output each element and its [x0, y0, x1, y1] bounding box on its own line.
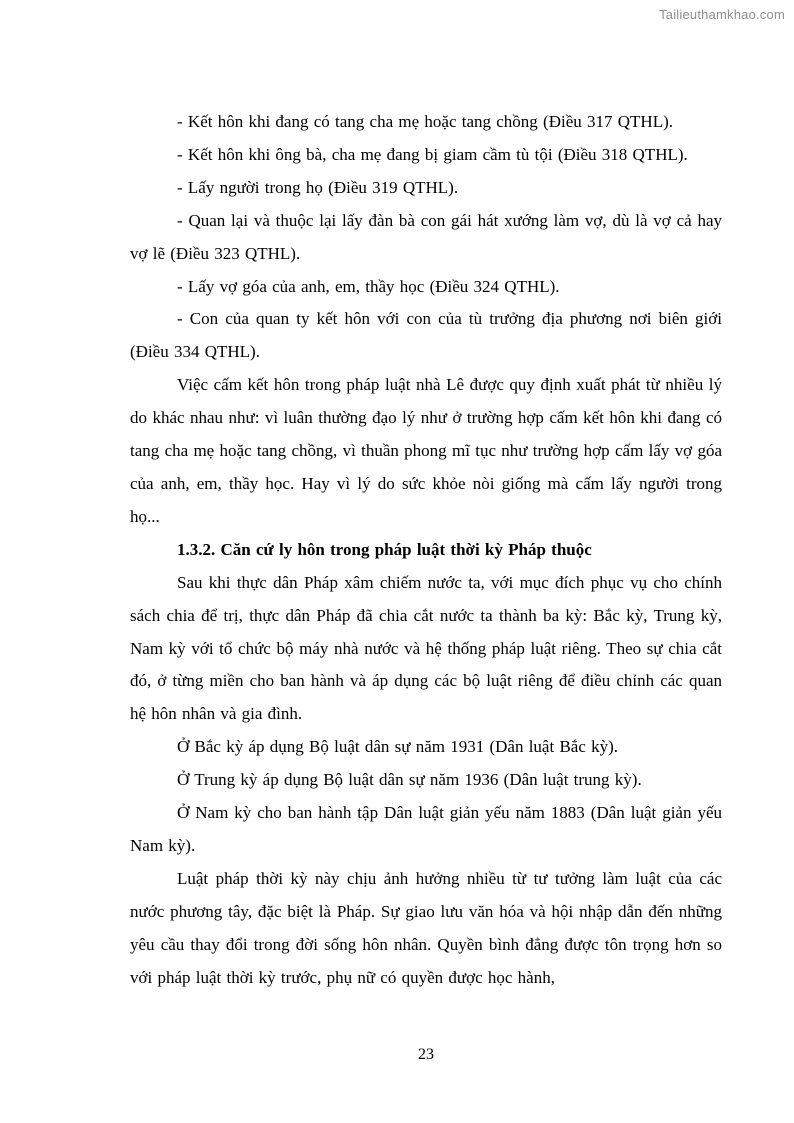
- list-item: - Kết hôn khi đang có tang cha mẹ hoặc tang chồng (Điều 317 QTHL).: [177, 112, 673, 131]
- paragraph: Ở Bắc kỳ áp dụng Bộ luật dân sự năm 1931 (Dân luật Bắc kỳ).: [177, 737, 619, 757]
- paragraph: Ở Nam kỳ cho ban hành tập Dân luật giản yếu năm 1883 (Dân luật giản yếu Nam kỳ).: [130, 803, 722, 855]
- watermark-text: Tailieuthamkhao.com: [659, 7, 785, 22]
- list-item: - Lấy người trong họ (Điều 319 QTHL).: [177, 177, 459, 197]
- list-item: - Lấy vợ góa của anh, em, thầy học (Điều 324 QTHL).: [177, 276, 560, 296]
- page-body: [130, 106, 722, 994]
- page-footer: [130, 1046, 722, 1064]
- paragraph: Luật pháp thời kỳ này chịu ảnh hưởng nhiều từ tư tưởng làm luật của các nước phương tây, đặc biệt là Pháp. Sự giao lưu văn hóa và hội nhập dẫn đến những yêu cầu thay đổi trong đời sống hôn nhân. Quyền bình đẳng được tôn trọng hơn so với pháp luật thời kỳ trước, phụ nữ có quyền được học hành,: [130, 868, 722, 987]
- list-item: - Con của quan ty kết hôn với con của tù trưởng địa phương nơi biên giới (Điều 334 QTHL).: [130, 309, 722, 362]
- section-heading: 1.3.2. Căn cứ ly hôn trong pháp luật thời kỳ Pháp thuộc: [177, 539, 592, 559]
- list-item: - Kết hôn khi ông bà, cha mẹ đang bị giam cầm tù tội (Điều 318 QTHL).: [177, 144, 688, 164]
- paragraph: Việc cấm kết hôn trong pháp luật nhà Lê được quy định xuất phát từ nhiều lý do khác nhau như: vì luân thường đạo lý như ở trường hợp cấm kết hôn khi đang có tang cha mẹ hoặc tang chồng, vì thuần phong mĩ tục như trường hợp cấm lấy vợ góa của anh, em, thầy học. Hay vì lý do sức khỏe nòi giống mà cấm lấy người trong họ...: [130, 375, 722, 526]
- paragraph: Sau khi thực dân Pháp xâm chiếm nước ta, với mục đích phục vụ cho chính sách chia để trị, thực dân Pháp đã chia cắt nước ta thành ba kỳ: Bắc kỳ, Trung kỳ, Nam kỳ với tổ chức bộ máy nhà nước và hệ thống pháp luật riêng. Theo sự chia cắt đó, ở từng miền cho ban hành và áp dụng các bộ luật riêng để điều chỉnh các quan hệ hôn nhân và gia đình.: [130, 572, 722, 724]
- list-item: - Quan lại và thuộc lại lấy đàn bà con gái hát xướng làm vợ, dù là vợ cả hay vợ lẽ (Điều 323 QTHL).: [130, 210, 722, 263]
- page-number: 23: [418, 1046, 434, 1063]
- paragraph: Ở Trung kỳ áp dụng Bộ luật dân sự năm 1936 (Dân luật trung kỳ).: [177, 770, 642, 790]
